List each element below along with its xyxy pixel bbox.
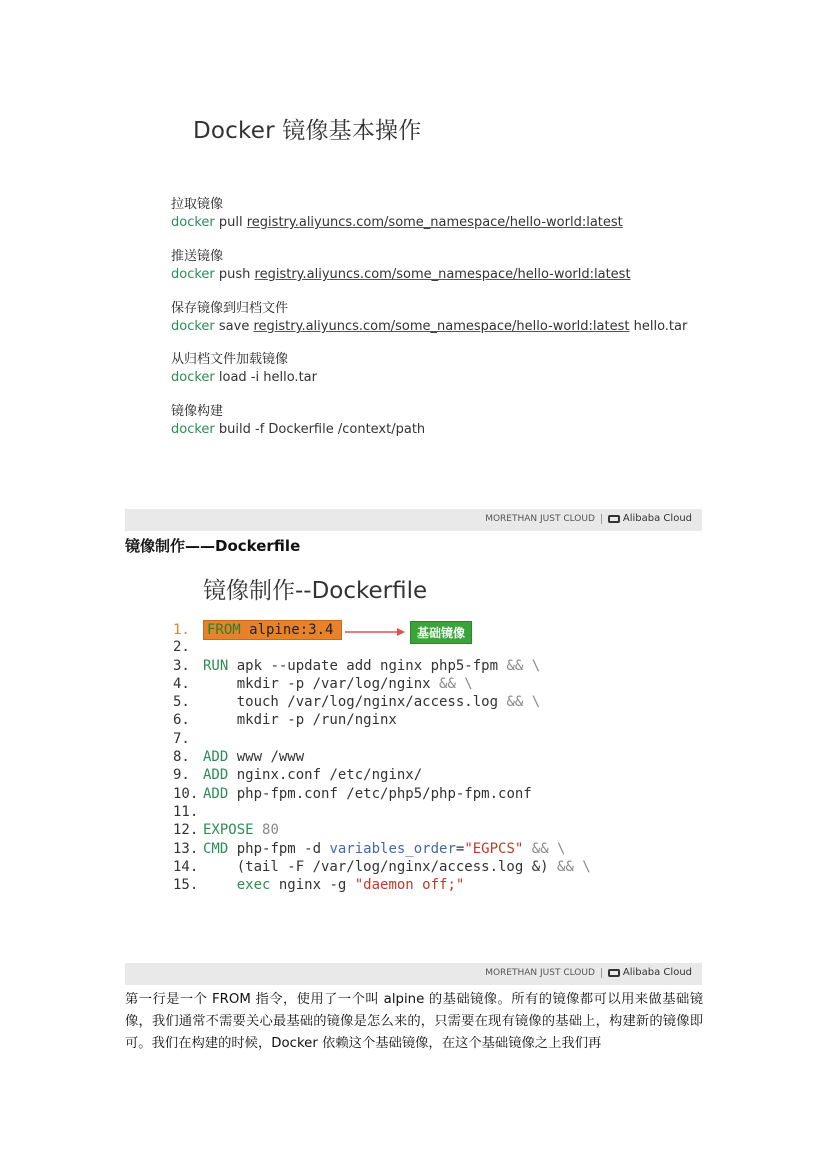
command-line: docker load -i hello.tar [171,370,317,385]
code-line: 7. [173,730,190,747]
command-label: 从归档文件加载镜像 [171,352,289,367]
footer-branding: MORETHAN JUST CLOUD Alibaba Cloud [485,967,692,978]
command-label: 推送镜像 [171,249,224,264]
registry-link[interactable]: registry.aliyuncs.com/some_namespace/hello-world:latest [253,319,630,334]
section-heading: 镜像制作——Dockerfile [125,537,301,555]
command-label: 拉取镜像 [171,197,224,212]
command-line: docker build -f Dockerfile /context/path [171,422,426,437]
code-line: 11. [173,803,199,820]
code-line: 4. mkdir -p /var/log/nginx && \ [173,675,473,692]
command-line: docker save registry.aliyuncs.com/some_namespace/hello-world:latest hello.tar [171,319,688,334]
body-paragraph: 第一行是一个 FROM 指令，使用了一个叫 alpine 的基础镜像。所有的镜像都可以用来做基础镜像，我们通常不需要关心最基础的镜像是怎么来的，只需要在现有镜像的基础上，构建新的镜像即可。我们在构建的时候，Docker 依赖这个基础镜像，在这个基础镜像之上我们再 [125,992,703,1051]
code-line: 13. CMD php-fpm -d variables_order="EGPCS" && \ [173,840,566,857]
registry-link[interactable]: registry.aliyuncs.com/some_namespace/hello-world:latest [246,215,623,230]
code-line: 5. touch /var/log/nginx/access.log && \ [173,694,541,711]
command-group-pull [171,196,623,232]
command-label: 保存镜像到归档文件 [171,301,289,316]
code-line: 1. FROM alpine:3.4 [173,620,591,638]
command-line: docker push registry.aliyuncs.com/some_namespace/hello-world:latest [171,267,631,282]
slide-footer-1 [125,509,702,531]
command-group-build [171,403,425,439]
command-line: docker pull registry.aliyuncs.com/some_namespace/hello-world:latest [171,215,623,230]
command-group-save [171,300,687,336]
code-line: 12. EXPOSE 80 [173,822,279,839]
alibaba-cloud-logo-icon [608,515,620,523]
dockerfile-code [173,620,591,894]
command-group-load [171,351,317,387]
from-highlight: FROM alpine:3.4 [203,620,342,640]
base-image-badge: 基础镜像 [410,621,472,644]
code-line: 15. exec nginx -g "daemon off;" [173,877,465,894]
code-line: 10. ADD php-fpm.conf /etc/php5/php-fpm.conf [173,785,532,802]
code-line: 9. ADD nginx.conf /etc/nginx/ [173,767,423,784]
code-line: 2. [173,639,190,656]
command-label: 镜像构建 [171,404,224,419]
slide2-title: 镜像制作--Dockerfile [203,578,428,604]
code-line: 8. ADD www /www [173,749,305,766]
alibaba-cloud-logo-icon [608,969,620,977]
arrow-right-icon [345,627,405,637]
slide1-title: Docker 镜像基本操作 [193,118,422,144]
footer-branding: MORETHAN JUST CLOUD Alibaba Cloud [485,513,692,524]
registry-link[interactable]: registry.aliyuncs.com/some_namespace/hello-world:latest [254,267,631,282]
slide-footer-2 [125,963,702,985]
code-line: 14. (tail -F /var/log/nginx/access.log &) && \ [173,858,591,875]
code-line: 6. mkdir -p /run/nginx [173,712,397,729]
code-line: 3. RUN apk --update add nginx php5-fpm && \ [173,657,541,674]
command-group-push [171,248,631,284]
